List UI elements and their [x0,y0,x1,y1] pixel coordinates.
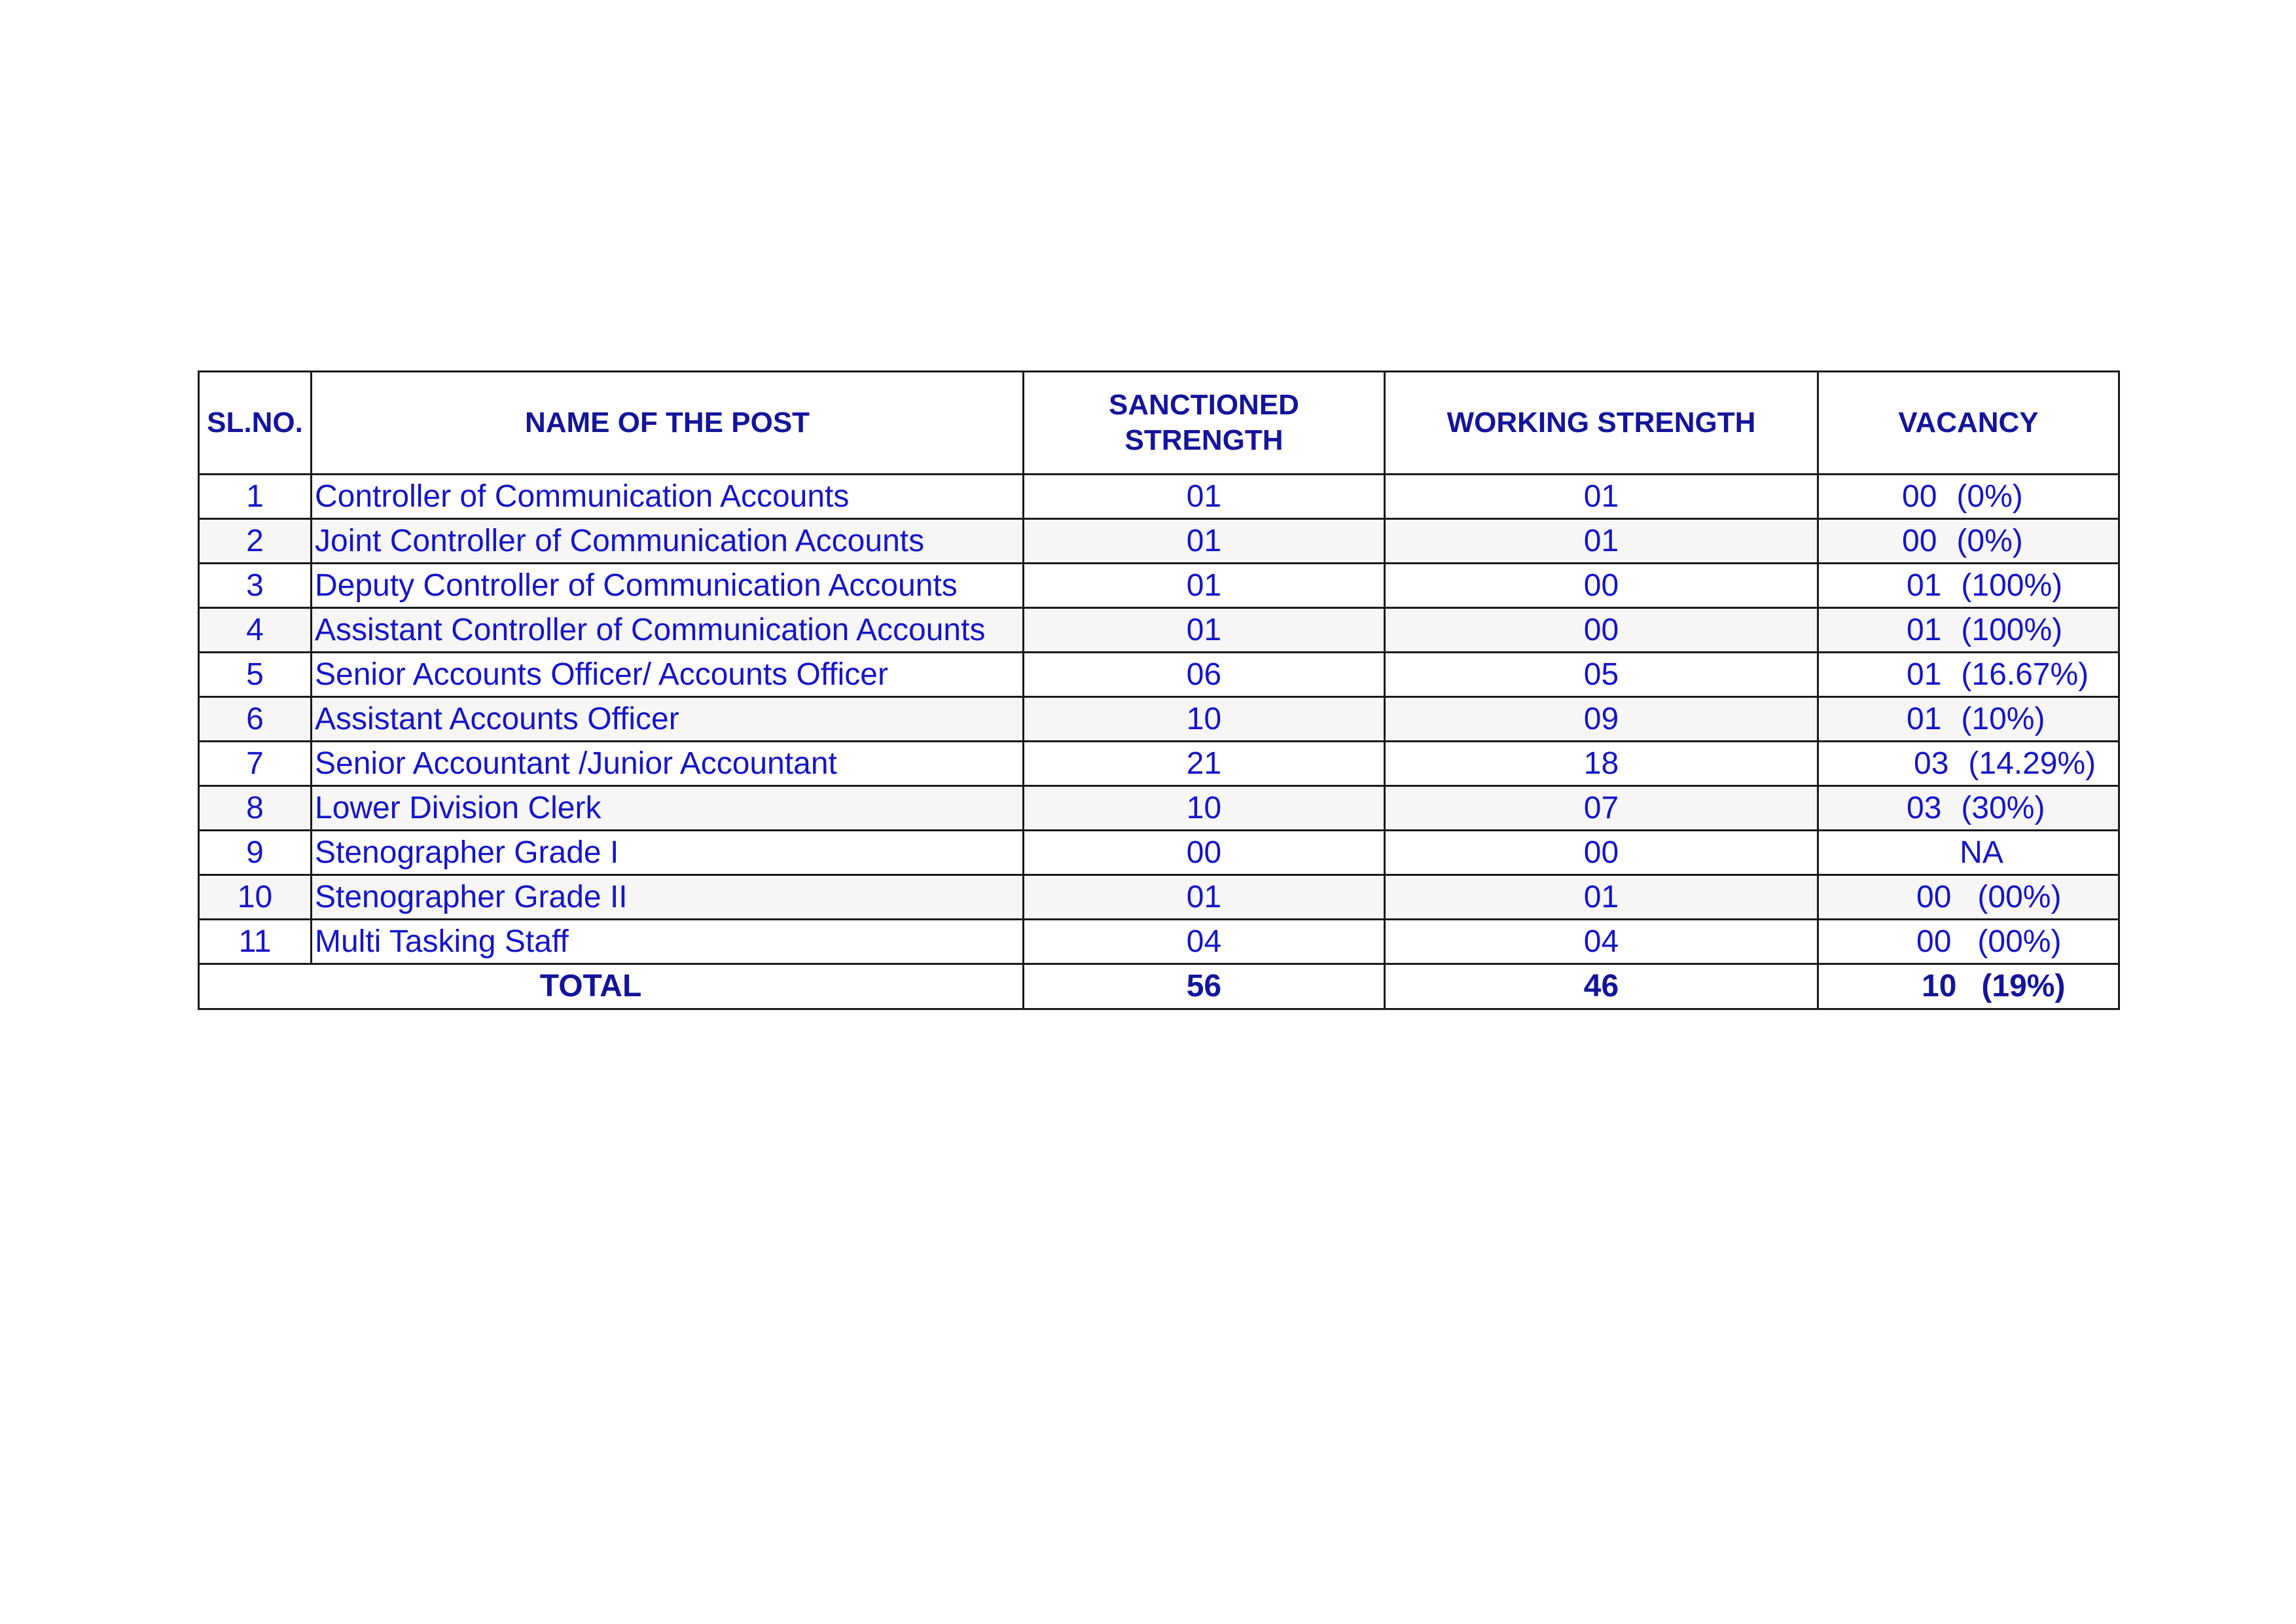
total-sanctioned: 56 [1024,964,1385,1009]
working-cell: 01 [1385,475,1818,519]
vacancy-cell [1818,742,2119,786]
header-sanctioned-strength: SANCTIONED STRENGTH [1024,372,1385,475]
vacancy-percent: (10%) [1961,702,2045,736]
working-cell: 00 [1385,608,1818,653]
sl-no-cell: 9 [199,831,312,875]
sl-no-cell: 10 [199,875,312,920]
vacancy-cell [1818,920,2119,964]
working-cell: 07 [1385,786,1818,831]
total-label: TOTAL [199,964,1024,1009]
vacancy-cell [1818,475,2119,519]
vacancy-cell [1818,653,2119,697]
vacancy-percent: (0%) [1956,524,2023,558]
vacancy-percent: (00%) [1977,924,2062,959]
post-name-cell: Deputy Controller of Communication Accounts [312,564,1024,608]
post-name-cell: Multi Tasking Staff [312,920,1024,964]
table-row [199,653,2119,697]
vacancy-count: 01 [1907,657,1942,692]
vacancy-percent: (00%) [1977,880,2062,914]
working-cell: 00 [1385,831,1818,875]
vacancy-cell [1818,875,2119,920]
sanctioned-cell: 01 [1024,564,1385,608]
vacancy-percent: (0%) [1956,479,2023,514]
table-row [199,920,2119,964]
sanctioned-cell: 01 [1024,519,1385,564]
post-name-cell: Stenographer Grade II [312,875,1024,920]
total-working: 46 [1385,964,1818,1009]
vacancy-cell [1818,564,2119,608]
sl-no-cell: 6 [199,697,312,742]
total-vacancy-percent: (19%) [1981,969,2066,1003]
staff-strength-table [198,370,2120,1010]
sl-no-cell: 8 [199,786,312,831]
post-name-cell: Assistant Controller of Communication Accounts [312,608,1024,653]
sanctioned-cell: 01 [1024,608,1385,653]
table-row [199,742,2119,786]
header-working-strength: WORKING STRENGTH [1385,372,1818,475]
vacancy-count: 03 [1914,746,1949,781]
table-row [199,875,2119,920]
sl-no-cell: 7 [199,742,312,786]
sanctioned-cell: 00 [1024,831,1385,875]
table-row [199,786,2119,831]
header-vacancy: VACANCY [1818,372,2119,475]
sl-no-cell: 3 [199,564,312,608]
vacancy-percent: (30%) [1961,791,2045,825]
working-cell: 04 [1385,920,1818,964]
post-name-cell: Joint Controller of Communication Accounts [312,519,1024,564]
total-vacancy [1818,964,2119,1009]
vacancy-count: 03 [1907,791,1942,825]
header-name-of-post: NAME OF THE POST [312,372,1024,475]
post-name-cell: Lower Division Clerk [312,786,1024,831]
post-name-cell: Assistant Accounts Officer [312,697,1024,742]
vacancy-count: 00 [1916,880,1952,914]
sl-no-cell: 2 [199,519,312,564]
table-body [199,475,2119,964]
vacancy-cell [1818,519,2119,564]
sanctioned-cell: 10 [1024,697,1385,742]
vacancy-count: NA [1960,835,2003,870]
vacancy-cell [1818,697,2119,742]
vacancy-cell [1818,786,2119,831]
post-name-cell: Stenographer Grade I [312,831,1024,875]
table-row [199,564,2119,608]
sl-no-cell: 4 [199,608,312,653]
table-row [199,831,2119,875]
vacancy-percent: (100%) [1961,568,2063,603]
sanctioned-cell: 01 [1024,475,1385,519]
sanctioned-cell: 04 [1024,920,1385,964]
header-sl-no: SL.NO. [199,372,312,475]
working-cell: 01 [1385,875,1818,920]
table-row [199,608,2119,653]
vacancy-cell [1818,608,2119,653]
vacancy-count: 01 [1907,613,1942,647]
sanctioned-cell: 10 [1024,786,1385,831]
sl-no-cell: 11 [199,920,312,964]
vacancy-count: 00 [1902,524,1937,558]
post-name-cell: Controller of Communication Accounts [312,475,1024,519]
vacancy-count: 00 [1902,479,1937,514]
post-name-cell: Senior Accountant /Junior Accountant [312,742,1024,786]
working-cell: 00 [1385,564,1818,608]
table-row [199,475,2119,519]
vacancy-count: 00 [1916,924,1952,959]
vacancy-percent: (100%) [1961,613,2063,647]
working-cell: 09 [1385,697,1818,742]
sl-no-cell: 1 [199,475,312,519]
vacancy-percent: (14.29%) [1968,746,2096,781]
total-vacancy-count: 10 [1922,969,1957,1003]
table-row [199,697,2119,742]
sanctioned-cell: 06 [1024,653,1385,697]
sanctioned-cell: 21 [1024,742,1385,786]
sanctioned-cell: 01 [1024,875,1385,920]
working-cell: 01 [1385,519,1818,564]
working-cell: 18 [1385,742,1818,786]
vacancy-percent: (16.67%) [1961,657,2089,692]
table-header-row [199,372,2119,475]
vacancy-cell [1818,831,2119,875]
sl-no-cell: 5 [199,653,312,697]
vacancy-count: 01 [1907,702,1942,736]
table-row [199,519,2119,564]
total-row [199,964,2119,1009]
working-cell: 05 [1385,653,1818,697]
post-name-cell: Senior Accounts Officer/ Accounts Officer [312,653,1024,697]
vacancy-count: 01 [1907,568,1942,603]
